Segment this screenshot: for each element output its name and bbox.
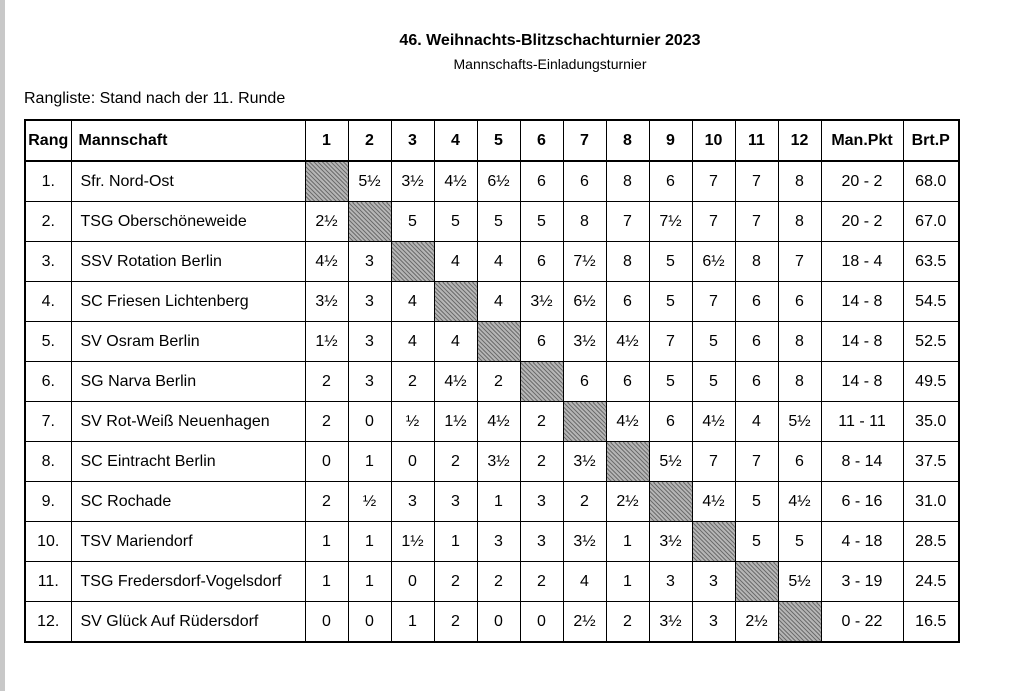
- score-cell: 7½: [563, 242, 606, 282]
- board-points-cell: 16.5: [903, 602, 959, 643]
- table-row: [25, 522, 959, 562]
- score-cell: 3½: [649, 602, 692, 643]
- score-cell: 1: [606, 522, 649, 562]
- team-name-cell: TSG Oberschöneweide: [71, 202, 305, 242]
- diagonal-hatched-cell: [649, 482, 692, 522]
- score-cell: 2: [305, 362, 348, 402]
- score-cell: 3: [434, 482, 477, 522]
- score-cell: 3: [520, 482, 563, 522]
- match-points-cell: 20 - 2: [821, 202, 903, 242]
- header-round-1: 1: [305, 120, 348, 161]
- score-cell: 2: [477, 362, 520, 402]
- score-cell: 2: [563, 482, 606, 522]
- score-cell: 7: [735, 442, 778, 482]
- rank-cell: 7.: [25, 402, 71, 442]
- score-cell: 0: [348, 602, 391, 643]
- rank-cell: 1.: [25, 161, 71, 202]
- rank-cell: 12.: [25, 602, 71, 643]
- score-cell: 5: [520, 202, 563, 242]
- diagonal-hatched-cell: [348, 202, 391, 242]
- header-round-3: 3: [391, 120, 434, 161]
- score-cell: 2: [434, 602, 477, 643]
- match-points-cell: 14 - 8: [821, 362, 903, 402]
- score-cell: 2: [477, 562, 520, 602]
- score-cell: 3: [348, 322, 391, 362]
- board-points-cell: 68.0: [903, 161, 959, 202]
- table-row: [25, 402, 959, 442]
- score-cell: 6: [778, 442, 821, 482]
- score-cell: 4: [434, 242, 477, 282]
- rank-cell: 8.: [25, 442, 71, 482]
- header-round-9: 9: [649, 120, 692, 161]
- score-cell: 2: [520, 562, 563, 602]
- score-cell: 4: [563, 562, 606, 602]
- score-cell: 0: [391, 562, 434, 602]
- page-title: 46. Weihnachts-Blitzschachturnier 2023: [399, 32, 701, 49]
- score-cell: 5: [649, 362, 692, 402]
- score-cell: 7½: [649, 202, 692, 242]
- score-cell: 6: [606, 282, 649, 322]
- standings-table: [24, 119, 960, 643]
- board-points-cell: 35.0: [903, 402, 959, 442]
- score-cell: 6: [735, 322, 778, 362]
- score-cell: 2: [520, 442, 563, 482]
- board-points-cell: 54.5: [903, 282, 959, 322]
- rank-cell: 11.: [25, 562, 71, 602]
- score-cell: 5: [778, 522, 821, 562]
- table-row: [25, 442, 959, 482]
- score-cell: 0: [305, 602, 348, 643]
- score-cell: 6: [606, 362, 649, 402]
- score-cell: 8: [778, 322, 821, 362]
- score-cell: 4½: [434, 161, 477, 202]
- score-cell: 5½: [649, 442, 692, 482]
- header-round-6: 6: [520, 120, 563, 161]
- score-cell: ½: [348, 482, 391, 522]
- rank-cell: 10.: [25, 522, 71, 562]
- header-round-12: 12: [778, 120, 821, 161]
- score-cell: 6½: [477, 161, 520, 202]
- score-cell: 0: [477, 602, 520, 643]
- team-name-cell: SC Friesen Lichtenberg: [71, 282, 305, 322]
- score-cell: 1: [606, 562, 649, 602]
- match-points-cell: 3 - 19: [821, 562, 903, 602]
- table-row: [25, 362, 959, 402]
- team-name-cell: SG Narva Berlin: [71, 362, 305, 402]
- score-cell: 1: [391, 602, 434, 643]
- score-cell: 5: [735, 522, 778, 562]
- board-points-cell: 52.5: [903, 322, 959, 362]
- score-cell: 3: [348, 282, 391, 322]
- score-cell: 1: [305, 562, 348, 602]
- team-name-cell: SV Rot-Weiß Neuenhagen: [71, 402, 305, 442]
- score-cell: 3: [477, 522, 520, 562]
- score-cell: 6½: [563, 282, 606, 322]
- team-name-cell: TSV Mariendorf: [71, 522, 305, 562]
- score-cell: 2: [434, 442, 477, 482]
- score-cell: 4: [477, 242, 520, 282]
- score-cell: 5: [735, 482, 778, 522]
- team-name-cell: SC Eintracht Berlin: [71, 442, 305, 482]
- score-cell: 3½: [649, 522, 692, 562]
- score-cell: 3½: [520, 282, 563, 322]
- rank-cell: 5.: [25, 322, 71, 362]
- score-cell: 0: [391, 442, 434, 482]
- score-cell: 3½: [563, 442, 606, 482]
- diagonal-hatched-cell: [778, 602, 821, 643]
- diagonal-hatched-cell: [477, 322, 520, 362]
- score-cell: 4½: [434, 362, 477, 402]
- diagonal-hatched-cell: [520, 362, 563, 402]
- score-cell: 0: [348, 402, 391, 442]
- diagonal-hatched-cell: [735, 562, 778, 602]
- score-cell: 7: [649, 322, 692, 362]
- match-points-cell: 8 - 14: [821, 442, 903, 482]
- diagonal-hatched-cell: [391, 242, 434, 282]
- score-cell: 8: [778, 202, 821, 242]
- score-cell: 7: [692, 161, 735, 202]
- header-manpkt: Man.Pkt: [821, 120, 903, 161]
- score-cell: 2: [391, 362, 434, 402]
- table-row: [25, 161, 959, 202]
- score-cell: 1: [348, 562, 391, 602]
- score-cell: 5½: [778, 562, 821, 602]
- score-cell: 2: [606, 602, 649, 643]
- score-cell: 4½: [692, 482, 735, 522]
- score-cell: 3½: [563, 322, 606, 362]
- diagonal-hatched-cell: [305, 161, 348, 202]
- score-cell: 3½: [305, 282, 348, 322]
- rank-cell: 3.: [25, 242, 71, 282]
- match-points-cell: 18 - 4: [821, 242, 903, 282]
- score-cell: 8: [563, 202, 606, 242]
- score-cell: 8: [778, 161, 821, 202]
- match-points-cell: 14 - 8: [821, 322, 903, 362]
- score-cell: 2½: [735, 602, 778, 643]
- score-cell: 5: [391, 202, 434, 242]
- score-cell: 3: [348, 362, 391, 402]
- header-round-7: 7: [563, 120, 606, 161]
- score-cell: 2½: [305, 202, 348, 242]
- score-cell: 2½: [563, 602, 606, 643]
- score-cell: 1: [434, 522, 477, 562]
- score-cell: 3: [348, 242, 391, 282]
- score-cell: 7: [735, 202, 778, 242]
- score-cell: 5½: [348, 161, 391, 202]
- board-points-cell: 31.0: [903, 482, 959, 522]
- score-cell: ½: [391, 402, 434, 442]
- score-cell: 3: [391, 482, 434, 522]
- score-cell: 2: [305, 482, 348, 522]
- score-cell: 7: [692, 282, 735, 322]
- board-points-cell: 37.5: [903, 442, 959, 482]
- score-cell: 7: [692, 442, 735, 482]
- match-points-cell: 0 - 22: [821, 602, 903, 643]
- diagonal-hatched-cell: [563, 402, 606, 442]
- score-cell: 6: [778, 282, 821, 322]
- board-points-cell: 24.5: [903, 562, 959, 602]
- match-points-cell: 4 - 18: [821, 522, 903, 562]
- table-row: [25, 242, 959, 282]
- header-round-8: 8: [606, 120, 649, 161]
- score-cell: 1½: [305, 322, 348, 362]
- score-cell: 4: [434, 322, 477, 362]
- header-round-5: 5: [477, 120, 520, 161]
- score-cell: 2: [520, 402, 563, 442]
- score-cell: 1: [477, 482, 520, 522]
- score-cell: 6: [520, 322, 563, 362]
- header-rang: Rang: [25, 120, 71, 161]
- rank-cell: 9.: [25, 482, 71, 522]
- team-name-cell: SC Rochade: [71, 482, 305, 522]
- match-points-cell: 11 - 11: [821, 402, 903, 442]
- table-row: [25, 322, 959, 362]
- table-row: [25, 282, 959, 322]
- team-name-cell: TSG Fredersdorf-Vogelsdorf: [71, 562, 305, 602]
- match-points-cell: 6 - 16: [821, 482, 903, 522]
- team-name-cell: SV Glück Auf Rüdersdorf: [71, 602, 305, 643]
- score-cell: 1: [305, 522, 348, 562]
- score-cell: 6½: [692, 242, 735, 282]
- score-cell: 6: [735, 362, 778, 402]
- score-cell: 5: [692, 322, 735, 362]
- score-cell: 4: [391, 322, 434, 362]
- score-cell: 3: [692, 602, 735, 643]
- score-cell: 2: [434, 562, 477, 602]
- score-cell: 4: [391, 282, 434, 322]
- score-cell: 5: [649, 242, 692, 282]
- standings-caption: Rangliste: Stand nach der 11. Runde: [24, 90, 286, 107]
- score-cell: 5: [692, 362, 735, 402]
- score-cell: 8: [606, 161, 649, 202]
- score-cell: 3½: [477, 442, 520, 482]
- score-cell: 5: [649, 282, 692, 322]
- table-row: [25, 202, 959, 242]
- header-round-11: 11: [735, 120, 778, 161]
- score-cell: 8: [778, 362, 821, 402]
- score-cell: 3: [520, 522, 563, 562]
- board-points-cell: 67.0: [903, 202, 959, 242]
- board-points-cell: 28.5: [903, 522, 959, 562]
- score-cell: 1½: [391, 522, 434, 562]
- page-subtitle: Mannschafts-Einladungsturnier: [453, 56, 647, 72]
- score-cell: 5: [434, 202, 477, 242]
- score-cell: 2: [305, 402, 348, 442]
- header-row: [25, 120, 959, 161]
- score-cell: 8: [735, 242, 778, 282]
- board-points-cell: 63.5: [903, 242, 959, 282]
- score-cell: 6: [520, 161, 563, 202]
- score-cell: 1: [348, 522, 391, 562]
- match-points-cell: 14 - 8: [821, 282, 903, 322]
- score-cell: 6: [520, 242, 563, 282]
- rank-cell: 6.: [25, 362, 71, 402]
- header-round-2: 2: [348, 120, 391, 161]
- score-cell: 4½: [606, 322, 649, 362]
- score-cell: 1: [348, 442, 391, 482]
- header-brtp: Brt.P: [903, 120, 959, 161]
- rank-cell: 2.: [25, 202, 71, 242]
- team-name-cell: Sfr. Nord-Ost: [71, 161, 305, 202]
- score-cell: 5: [477, 202, 520, 242]
- score-cell: 0: [520, 602, 563, 643]
- score-cell: 3½: [563, 522, 606, 562]
- score-cell: 4: [477, 282, 520, 322]
- left-edge-bar: [0, 0, 5, 691]
- score-cell: 4: [735, 402, 778, 442]
- score-cell: 8: [606, 242, 649, 282]
- score-cell: 3½: [391, 161, 434, 202]
- score-cell: 6: [563, 362, 606, 402]
- score-cell: 4½: [778, 482, 821, 522]
- diagonal-hatched-cell: [434, 282, 477, 322]
- score-cell: 6: [735, 282, 778, 322]
- score-cell: 0: [305, 442, 348, 482]
- score-cell: 7: [778, 242, 821, 282]
- score-cell: 7: [735, 161, 778, 202]
- diagonal-hatched-cell: [606, 442, 649, 482]
- score-cell: 5½: [778, 402, 821, 442]
- score-cell: 3: [649, 562, 692, 602]
- score-cell: 4½: [606, 402, 649, 442]
- score-cell: 4½: [477, 402, 520, 442]
- diagonal-hatched-cell: [692, 522, 735, 562]
- header-round-4: 4: [434, 120, 477, 161]
- table-row: [25, 602, 959, 643]
- score-cell: 4½: [305, 242, 348, 282]
- score-cell: 7: [692, 202, 735, 242]
- board-points-cell: 49.5: [903, 362, 959, 402]
- table-row: [25, 482, 959, 522]
- header-team: Mannschaft: [71, 120, 305, 161]
- rank-cell: 4.: [25, 282, 71, 322]
- team-name-cell: SV Osram Berlin: [71, 322, 305, 362]
- score-cell: 3: [692, 562, 735, 602]
- score-cell: 4½: [692, 402, 735, 442]
- header-round-10: 10: [692, 120, 735, 161]
- team-name-cell: SSV Rotation Berlin: [71, 242, 305, 282]
- score-cell: 7: [606, 202, 649, 242]
- score-cell: 2½: [606, 482, 649, 522]
- score-cell: 6: [649, 402, 692, 442]
- score-cell: 6: [563, 161, 606, 202]
- score-cell: 6: [649, 161, 692, 202]
- match-points-cell: 20 - 2: [821, 161, 903, 202]
- table-row: [25, 562, 959, 602]
- score-cell: 1½: [434, 402, 477, 442]
